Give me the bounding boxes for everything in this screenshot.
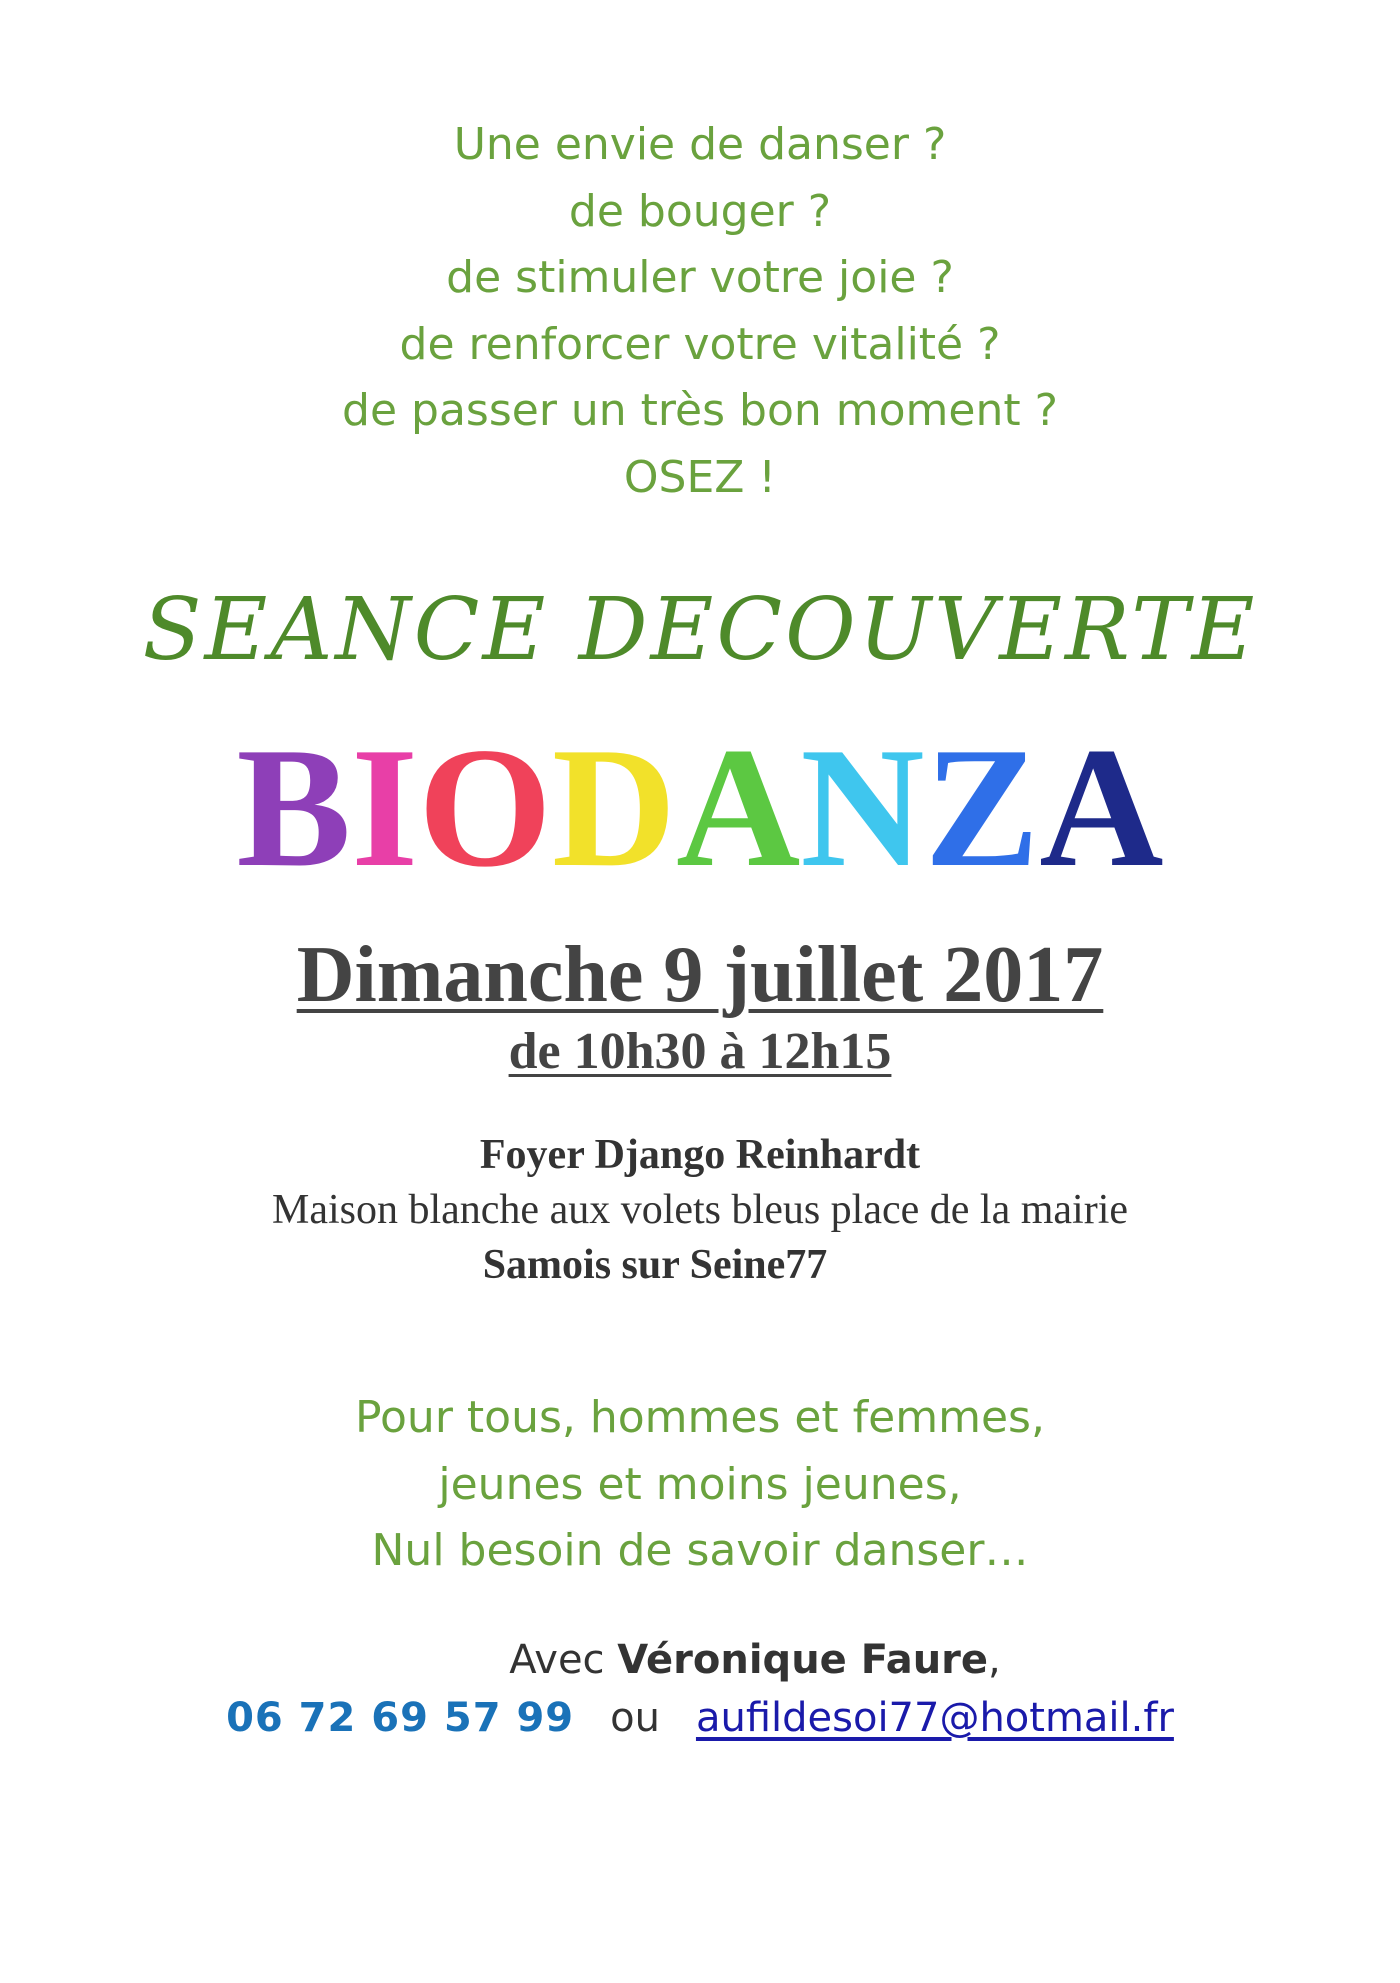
intro-line: de bouger ? — [568, 185, 832, 237]
event-date-text: Dimanche 9 juillet 2017 — [296, 931, 1104, 1019]
audience-block — [0, 1385, 1400, 1585]
instructor-line — [0, 1630, 1400, 1690]
phone-number[interactable]: 06 72 69 57 99 — [226, 1695, 575, 1741]
event-time — [0, 1022, 1400, 1082]
venue-address: Maison blanche aux volets bleus place de la mairie — [271, 1187, 1129, 1233]
instructor-comma: , — [988, 1637, 1001, 1683]
seance-decouverte-heading: SEANCE DECOUVERTE — [142, 580, 1258, 680]
venue-city: Samois sur Seine77 — [482, 1242, 828, 1288]
intro-line: de stimuler votre joie ? — [446, 252, 954, 303]
avec-label: Avec — [509, 1637, 605, 1683]
biodanza-letter: N — [800, 713, 925, 903]
biodanza-letter: A — [676, 713, 801, 903]
audience-line: jeunes et moins jeunes, — [438, 1458, 962, 1510]
audience-line: Nul besoin de savoir danser… — [371, 1525, 1029, 1576]
event-date — [0, 930, 1400, 1020]
venue-name: Foyer Django Reinhardt — [479, 1132, 921, 1178]
biodanza-letter: A — [1039, 713, 1164, 903]
venue-block — [0, 1128, 1400, 1293]
biodanza-letter: D — [551, 713, 677, 903]
or-label: ou — [610, 1695, 660, 1741]
intro-questions — [0, 112, 1400, 511]
intro-line-osez: OSEZ ! — [623, 451, 777, 503]
biodanza-title — [0, 713, 1400, 903]
email-link[interactable]: aufildesoi77@hotmail.fr — [695, 1695, 1174, 1741]
event-time-text: de 10h30 à 12h15 — [508, 1023, 892, 1080]
intro-line: de passer un très bon moment ? — [342, 385, 1058, 436]
intro-line: Une envie de danser ? — [453, 119, 947, 170]
instructor-name: Véronique Faure — [617, 1637, 989, 1683]
biodanza-letter: B — [236, 713, 352, 903]
contact-line — [0, 1688, 1400, 1748]
biodanza-letter: Z — [924, 713, 1040, 903]
audience-line: Pour tous, hommes et femmes, — [355, 1392, 1045, 1443]
biodanza-letter: O — [418, 713, 552, 903]
biodanza-letter: I — [351, 713, 419, 903]
intro-line: de renforcer votre vitalité ? — [399, 318, 1001, 370]
